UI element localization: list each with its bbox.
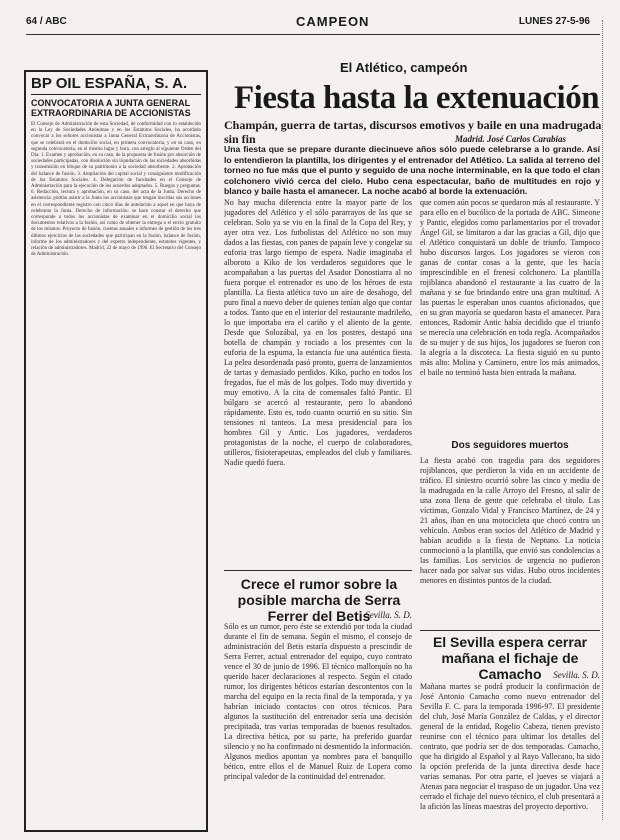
main-headline: Fiesta hasta la extenuación bbox=[234, 80, 600, 116]
betis-headline: Crece el rumor sobre la posible marcha de Serra Ferrer del Betis bbox=[237, 576, 401, 624]
main-body-column-1: No hay mucha diferencia entre la mayor parte de los jugadores del Atlético y el sólo pararrayos de las que se celebran. Solo ya se vio en la final de la Copa del Rey, y ayer otra vez. Los futbolistas del Atlético no son muy dados a las fiestas, con panes de papaín leve y congelar su euforia tras largo tiempo de espera. Nadie imaginaba el alboroto a Kiko de los verdaderos seguidores que le acompañaban a las puertas del Asador Donostiarra al no fuera porque el entrenador es uno de los héroes de esta plantilla. La fiesta atlética tuvo un aire de desahogo, del puro final a nuevo deber de quienes tenían algo que contar a todos. Tanto que en el interior del restaurante madrileño, lo que importaba era el cariño y el aliento de la gente. Desde que Solozábal, ya en los postres, destapó una botella de champán y rociado a los presentes con la euforia de la espuma, la estancia fue una auténtica fiesta. La pelea desordenada pasó pronto, guerra de lanzamientos de tartas y demasiado perdidos. Kiko, pucho en todos los fregados, fue el más de los golpes. Todo muy divertido y muy emotivo. A la cita de comensales faltó Pantic. El búlgaro se acercó al restaurante, pero lo abandonó rápidamente. Esto es, todo cuanto ocurrió en su sitio. Sin tensiones ni tanteos. La mesa presidencial para los hombres Gil y Antic. Los jugadores, verdaderos protagonistas de la noche, el cuerpo de colaboradores, utilleros, fisioterapeutas, empleados del club y familiares. Nadie quedó fuera. bbox=[224, 198, 412, 467]
sevilla-body: Mañana martes se podrá producir la confirmación de José Antonio Camacho como nuevo entrenador del Sevilla F. C. para la temporada 1996-97. El presidente del club, José María González de Caldas, y el director general de la entidad, Rogelio Cabeza, tienen previsto reunirse con el técnico para ultimar los detalles del contrato, que podría ser de dos temporadas. Camacho, que ha dirigido al Español y al Rayo Vallecano, ha sido la opción preferida de la junta directiva desde hace varias semanas. Por otra parte, el jueves se viajará a Atenas para negociar el traspaso de un jugador. Una vez cerrado el fichaje del nuevo técnico, el club presentará a la afición las líneas maestras del proyecto deportivo. bbox=[420, 682, 600, 811]
sevilla-headline: El Sevilla espera cerrar mañana el fichaje de Camacho bbox=[432, 634, 588, 682]
main-byline: Madrid. José Carlos Carabias bbox=[455, 134, 567, 144]
ad-company: BP OIL ESPAÑA, S. A. bbox=[31, 76, 201, 95]
main-lead: Una fiesta que se prepare durante diecinueve años sólo puede celebrarse a lo grande. Así lo entendieron la plantilla, los dirigentes y el entrenador del Atlético. La salida al terreno del torneo no fue más que el punto y seguido de una noche interminable, en la que todo el clan colchonero vivió cerca del cielo. Hubo cena espectacular, baño de multitudes en rojo y blanco y baile hasta el amanecer. La noche acabó al borde la extenuación. bbox=[224, 144, 600, 197]
section-title: CAMPEON bbox=[296, 14, 370, 29]
betis-body: Sólo es un rumor, pero éste se extendió por toda la ciudad durante el fin de semana. Según el mismo, el consejo de administración del Betis estaría dispuesto a prescindir de Serra Ferrer, actual entrenador del equipo, cuyo contrato vence el 30 de junio de 1996. El técnico mallorquín no ha querido hacer declaraciones al respecto. Según el citado rumor, los dirigentes béticos estarían descontentos con la marcha del equipo en la recta final de la temporada, y ya habrían iniciado contactos con otros técnicos. Para algunos la sustitución del entrenador sería una decisión precipitada, tras varias temporadas de buenos resultados. La directiva bética, por su parte, ha preferido guardar silencio y no ha confirmado ni desmentido la información. Algunos medios apuntan ya nombres para el banquillo bético, entre ellos el de Manuel Ruiz de Lopera como principal valedor de la continuidad del entrenador. bbox=[224, 622, 412, 781]
legal-notice-ad bbox=[24, 70, 208, 832]
main-body-column-2: que comen aún pocos se quedaron más al restaurante. Y para ello en el bucólico de la portada de ABC. Simeone y Pantic, elegidos como parlamentarios por el trovador Ángel Gil, se limitaron a dar las gracias a Gil, dijo que el Atlético conquistará un doble de triunfo. Tampoco hubo discursos largos. Los jugadores se vieron con ganas de contar cosas a la gente, que les hacía imprescindible en el frenesí colchonero. La plantilla rojiblanca abandonó el restaurante a las cuatro de la mañana y se fue brindando entre una gran multitud. A las puertas le esperaban unos cuantos aficionados, que en su gran mayoría se quedaron hasta el amanecer. Para entonces, Radomir Antic había decidido que el triunfo se merecía una celebración en toda regla. Acompañados de su mujer y de sus hijos, los jugadores se fueron con la alegría a la discoteca. La fiesta siguió en su punto más alto: Molina y Caminero, entre los más animados, el baile no terminó hasta bien entrada la mañana. bbox=[420, 198, 600, 377]
page-date: LUNES 27-5-96 bbox=[518, 16, 590, 27]
page-header bbox=[26, 14, 600, 35]
main-subhead: Champán, guerra de tartas, discursos emotivos y baile en una madrugada sin fin bbox=[224, 118, 602, 146]
divider bbox=[224, 570, 412, 571]
betis-dateline: Sevilla. S. D. bbox=[365, 610, 412, 620]
page-number: 64 / ABC bbox=[26, 16, 67, 27]
ad-title: CONVOCATORIA A JUNTA GENERAL EXTRAORDINARIA DE ACCIONISTAS bbox=[31, 98, 191, 118]
sevilla-dateline: Sevilla. S. D. bbox=[553, 670, 600, 680]
ad-text: El Consejo de Administración de esta Sociedad, de conformidad con lo establecido en la Ley de Sociedades Anónimas y en los Estatutos Sociales, ha acordado convocar a los señores accionistas a Junta General Extraordinaria de Accionistas, que se celebrará en el domicilio social, en primera convocatoria, y en su caso, en segunda convocatoria, en el mismo lugar y hora, con arreglo al siguiente Orden del Día: 1. Examen y aprobación, en su caso, de la propuesta de fusión por absorción de sociedades participadas, con disolución sin liquidación de las sociedades absorbidas y transmisión en bloque de su patrimonio a la sociedad absorbente. 2. Aprobación del balance de fusión. 3. Ampliación del capital social y consiguiente modificación de los Estatutos Sociales. 4. Delegación de facultades en el Consejo de Administración para la ejecución de los acuerdos adoptados. 5. Ruegos y preguntas. 6. Redacción, lectura y aprobación, en su caso, del acta de la Junta. Derecho de asistencia: podrán asistir a la Junta los accionistas que tengan inscritas sus acciones en el correspondiente registro con cinco días de antelación a aquel en que haya de celebrarse la Junta. Derecho de información: se hace constar el derecho que corresponde a todos los accionistas de examinar en el domicilio social los documentos relativos a la fusión, así como de obtener la entrega o el envío gratuito de los mismos. Proyecto de fusión, cuentas anuales e informes de gestión de los tres últimos ejercicios de las sociedades que participan en la fusión, balance de fusión, informe de los administradores y del experto independiente, estatutos vigentes, y relación de administradores. Madrid, 22 de mayo de 1996. El Secretario del Consejo de Administración. bbox=[31, 122, 201, 258]
article-kicker: El Atlético, campeón bbox=[340, 60, 468, 75]
divider bbox=[420, 630, 600, 631]
subheading-dos-seguidores: Dos seguidores muertos bbox=[451, 440, 569, 451]
main-body-column-2b: La fiesta acabó con tragedia para dos seguidores rojiblancos, que perdieron la vida en un accidente de tráfico. El siniestro ocurrió sobre las cinco y media de la madrugada en la calle Arroyo del Fresno, al salir de una zona llena de gente que celebraba el título. Las víctimas, Gonzalo Vidal y Francisco Martínez, de 24 y 21 años, iban en una motocicleta que chocó contra un vehículo. Ambos eran socios del Atlético de Madrid y habían acudido a la fiesta de Neptuno. La noticia conmocionó a la plantilla, que envió sus condolencias a las familias. Los servicios de urgencia no pudieron hacer nada por salvar sus vidas. Hubo otros incidentes menores en distintos puntos de la ciudad. bbox=[420, 456, 600, 585]
